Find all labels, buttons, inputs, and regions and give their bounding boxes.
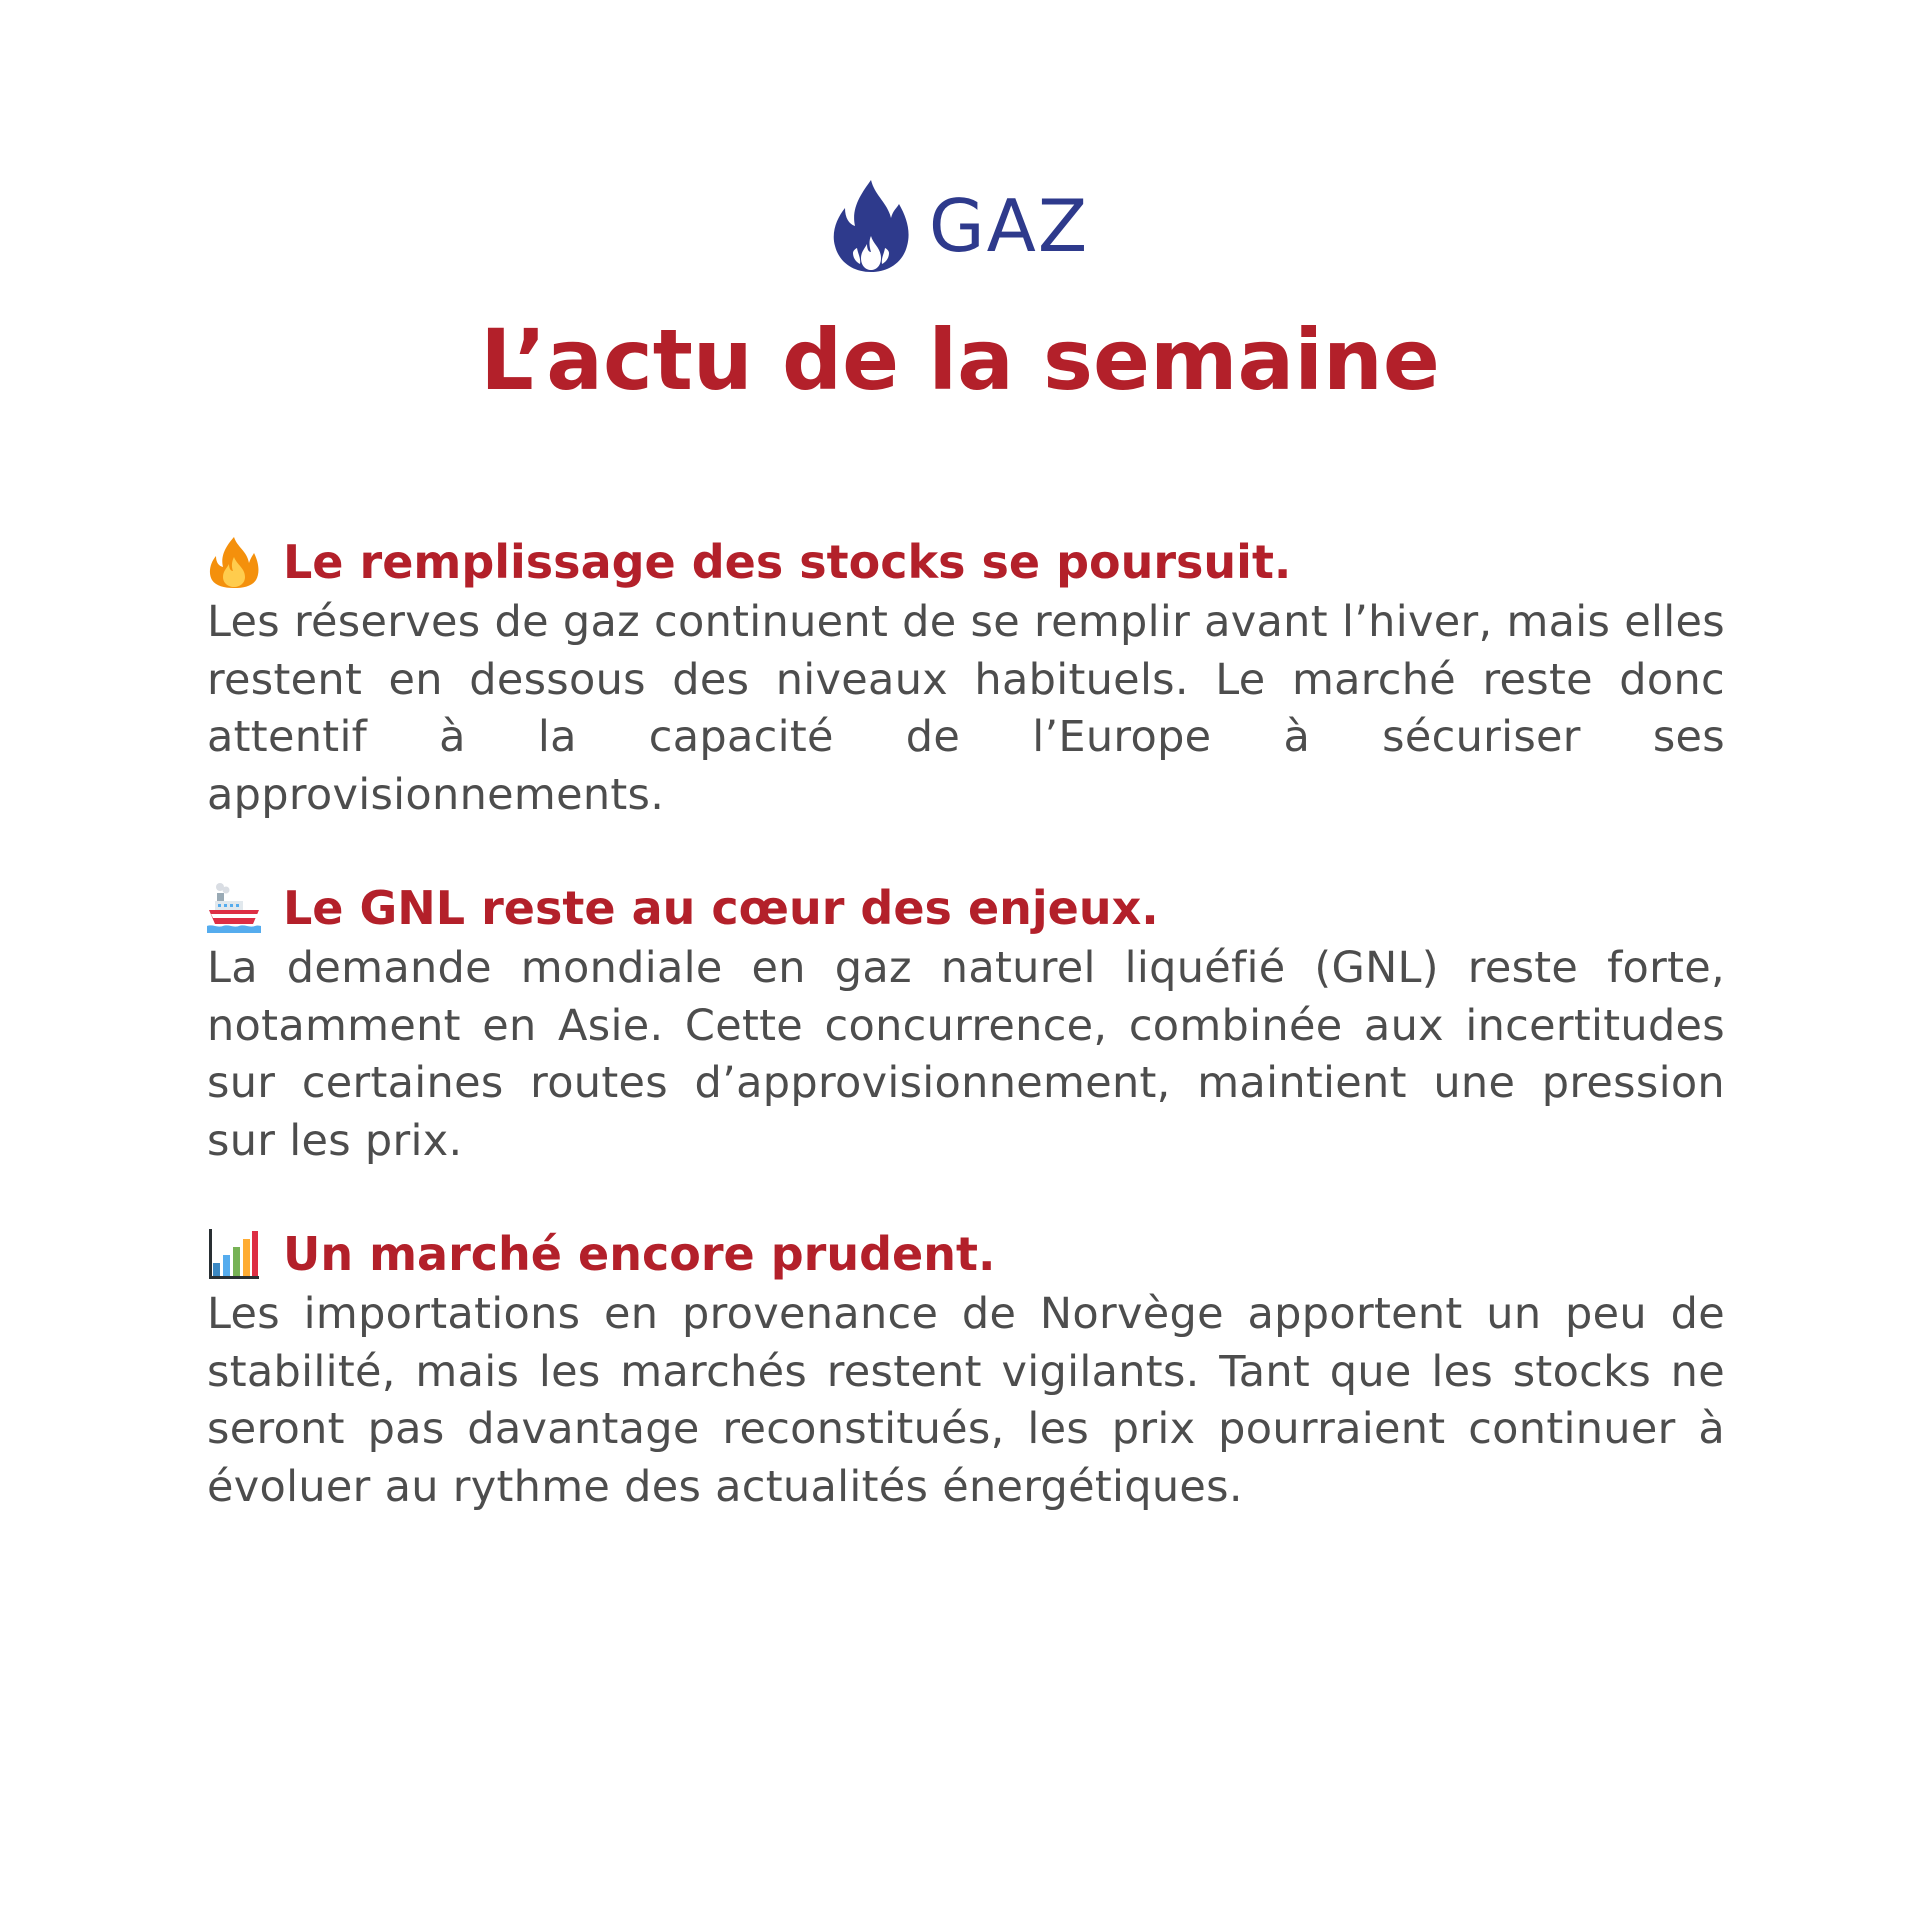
article-stocks	[207, 530, 1725, 824]
article-body: La demande mondiale en gaz naturel liquéfié (GNL) reste forte, notamment en Asie. Cette concurrence, combinée aux incertitudes sur certaines routes d’approvisionnement, maintient une pression sur les prix.	[207, 943, 1725, 1166]
article-heading	[207, 1222, 1725, 1286]
article-title: Le GNL reste au cœur des enjeux.	[283, 881, 1159, 935]
flame-icon	[831, 178, 911, 274]
article-heading	[207, 876, 1725, 940]
category-label: GAZ	[928, 184, 1090, 268]
page-title: L’actu de la semaine	[480, 311, 1440, 409]
category	[831, 178, 1089, 274]
article-title: Un marché encore prudent.	[283, 1227, 996, 1281]
article-body: Les réserves de gaz continuent de se remplir avant l’hiver, mais elles restent en dessous des niveaux habituels. Le marché reste donc attentif à la capacité de l’Europe à sécuriser ses approvisionnements.	[207, 597, 1725, 820]
fire-emoji-icon	[207, 535, 261, 589]
article-body: Les importations en provenance de Norvège apportent un peu de stabilité, mais les marchés restent vigilants. Tant que les stocks ne seront pas davantage reconstitués, les prix pourraient continuer à évoluer au rythme des actualités énergétiques.	[207, 1289, 1725, 1512]
article-gnl	[207, 876, 1725, 1170]
category-header	[0, 178, 1920, 274]
article-title: Le remplissage des stocks se poursuit.	[283, 535, 1292, 589]
article-market	[207, 1222, 1725, 1516]
article-heading	[207, 530, 1725, 594]
ship-emoji-icon	[207, 881, 261, 935]
bar-chart-emoji-icon	[207, 1227, 261, 1281]
